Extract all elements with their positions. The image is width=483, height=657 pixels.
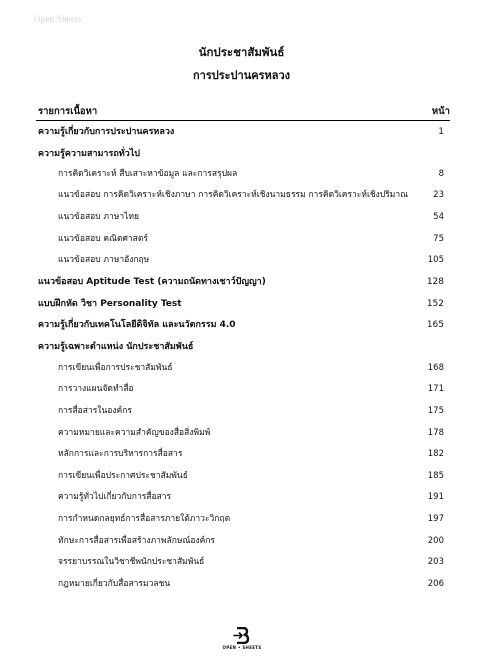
toc-row-label: กฎหมายเกี่ยวกับสื่อสารมวลชน — [58, 579, 171, 589]
toc-row-page-number: 8 — [438, 169, 444, 179]
toc-row-page-number: 185 — [427, 471, 444, 481]
toc-row-page-number: 191 — [427, 492, 444, 502]
toc-row-label: ความรู้เกี่ยวกับการประปานครหลวง — [38, 127, 175, 137]
document-subtitle: การประปานครหลวง — [192, 69, 291, 82]
toc-row-label: การเขียนเพื่อประกาศประชาสัมพันธ์ — [58, 471, 188, 481]
toc-row — [38, 426, 450, 440]
toc-row-page-number: 1 — [438, 127, 444, 137]
toc-row-label: ความรู้ทั่วไปเกี่ยวกับการสื่อสาร — [58, 492, 172, 502]
toc-row-page-number: 200 — [427, 536, 444, 546]
toc-row — [38, 555, 450, 569]
toc-row — [38, 125, 450, 139]
watermark-text: Open Sheets — [34, 14, 82, 24]
document-title: นักประชาสัมพันธ์ — [198, 45, 285, 59]
b-arrow-logo-icon — [233, 627, 251, 644]
toc-row-label: แนวข้อสอบ คณิตศาสตร์ — [58, 234, 148, 244]
toc-row — [38, 577, 450, 591]
toc-row — [38, 490, 450, 504]
toc-row-page-number: 128 — [426, 277, 444, 287]
toc-row — [38, 147, 450, 161]
toc-row-label: ความรู้เฉพาะตำแหน่ง นักประชาสัมพันธ์ — [38, 342, 194, 352]
toc-row-label: แนวข้อสอบ ภาษาอังกฤษ — [58, 255, 150, 265]
toc-row — [38, 253, 450, 267]
toc-row-page-number: 178 — [427, 428, 444, 438]
toc-row-page-number: 182 — [427, 449, 444, 459]
toc-row — [38, 210, 450, 224]
toc-row-page-number: 165 — [426, 320, 444, 330]
footer-logo — [222, 627, 262, 653]
toc-row — [38, 534, 450, 548]
toc-row-label: การกำหนดกลยุทธ์การสื่อสารภายใต้ภาวะวิกฤต — [58, 514, 231, 524]
toc-row-page-number: 206 — [427, 579, 444, 589]
toc-row-label: หลักการและการบริหารการสื่อสาร — [58, 449, 183, 459]
toc-row — [38, 340, 450, 354]
toc-row-label: แนวข้อสอบ ภาษาไทย — [58, 212, 139, 222]
toc-row — [38, 512, 450, 526]
toc-row — [38, 404, 450, 418]
toc-row-label: แนวข้อสอบ Aptitude Test (ความถนัดทางเชาว์ปัญญา) — [38, 277, 266, 287]
toc-row-page-number: 54 — [433, 212, 444, 222]
toc-row-page-number: 75 — [433, 234, 444, 244]
toc-row-label: ทักษะการสื่อสารเพื่อสร้างภาพลักษณ์องค์กร — [58, 536, 215, 546]
toc-row — [38, 361, 450, 375]
toc-row-label: จรรยาบรรณในวิชาชีพนักประชาสัมพันธ์ — [58, 557, 205, 567]
toc-row-label: แนวข้อสอบ การคิดวิเคราะห์เชิงภาษา การคิดวิเคราะห์เชิงนามธรรม การคิดวิเคราะห์เชิงปริมาณ — [58, 190, 409, 200]
toc-row — [38, 469, 450, 483]
toc-row-page-number: 168 — [427, 363, 444, 373]
toc-row-label: การเขียนเพื่อการประชาสัมพันธ์ — [58, 363, 173, 373]
toc-header-page: หน้า — [431, 106, 450, 117]
toc-row-label: การสื่อสารในองค์กร — [58, 406, 132, 416]
toc-row-label: การคิดวิเคราะห์ สืบเสาะหาข้อมูล และการสรุปผล — [58, 169, 238, 179]
toc-row-label: ความรู้เกี่ยวกับเทคโนโลยีดิจิทัล และนวัตกรรม 4.0 — [38, 320, 236, 330]
toc-row — [38, 318, 450, 332]
toc-row — [38, 297, 450, 311]
toc-row-label: การวางแผนจัดทำสื่อ — [58, 384, 134, 394]
toc-row-label: แบบฝึกหัด วิชา Personality Test — [38, 299, 182, 309]
toc-row-page-number: 152 — [426, 299, 444, 309]
toc-row-page-number: 171 — [427, 384, 444, 394]
toc-row-page-number: 105 — [427, 255, 444, 265]
toc-row — [38, 382, 450, 396]
toc-header-contents: รายการเนื้อหา — [38, 106, 98, 117]
footer-brand: OPEN • SHEETS — [222, 645, 262, 650]
toc-row-label: ความรู้ความสามารถทั่วไป — [38, 149, 140, 159]
toc-row — [38, 232, 450, 246]
toc-row-page-number: 23 — [433, 190, 444, 200]
toc-row — [38, 167, 450, 181]
toc-row — [38, 447, 450, 461]
toc-row — [38, 275, 450, 289]
toc-row-label: ความหมายและความสำคัญของสื่อสิ่งพิมพ์ — [58, 428, 211, 438]
toc-row-page-number: 175 — [427, 406, 444, 416]
toc-row-page-number: 203 — [427, 557, 444, 567]
toc-row-page-number: 197 — [427, 514, 444, 524]
toc-row — [38, 188, 450, 202]
